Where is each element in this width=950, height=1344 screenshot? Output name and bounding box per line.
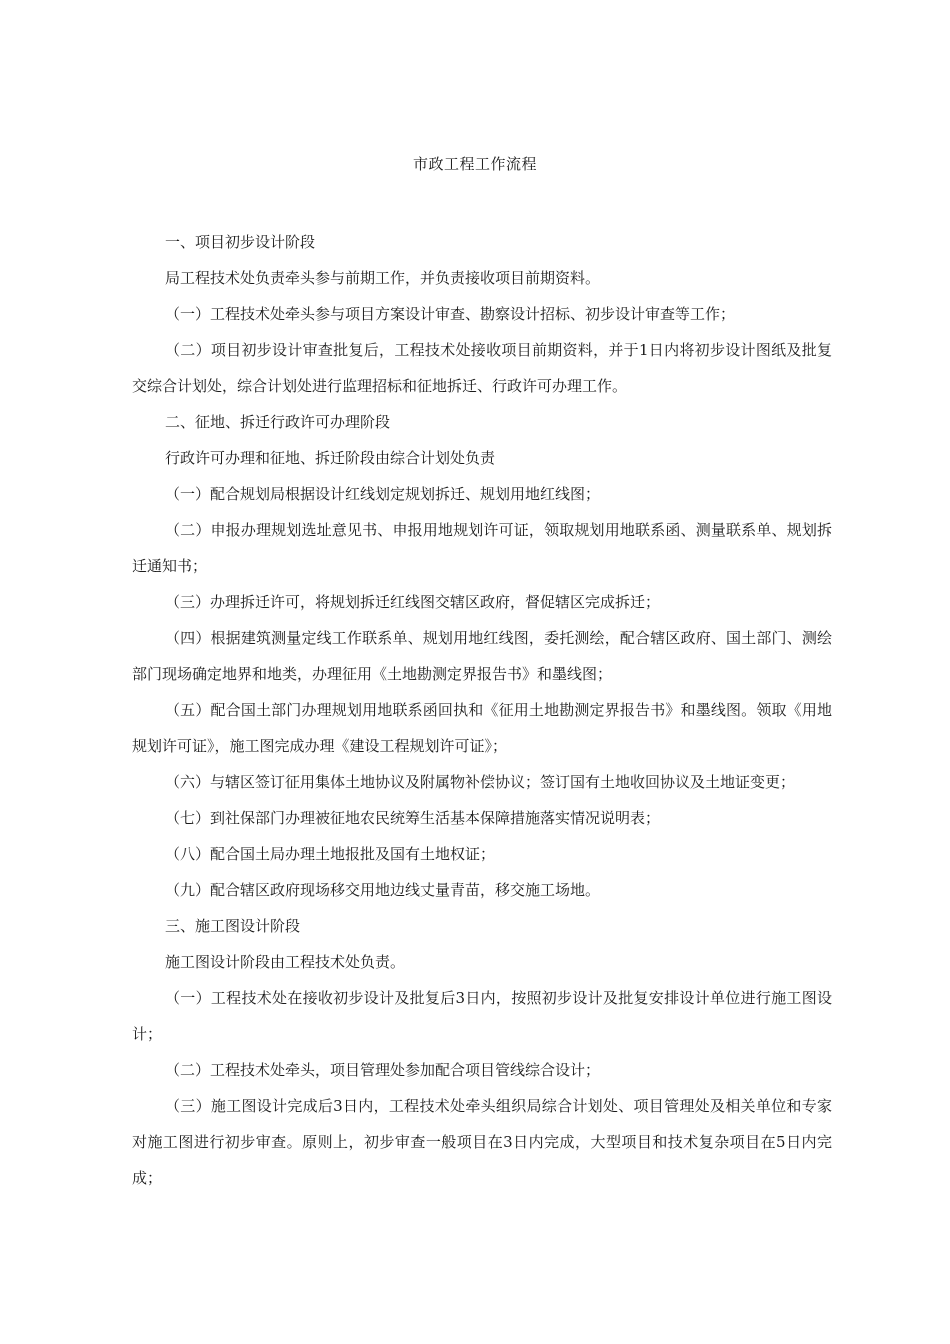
paragraph: （三）办理拆迁许可，将规划拆迁红线图交辖区政府，督促辖区完成拆迁； xyxy=(165,593,661,611)
paragraph: （一）工程技术处牵头参与项目方案设计审查、勘察设计招标、初步设计审查等工作； xyxy=(165,305,736,323)
paragraph: （四）根据建筑测量定线工作联系单、规划用地红线图，委托测绘，配合辖区政府、国土部门、测绘部门现场确定地界和地类，办理征用《土地勘测定界报告书》和墨线图； xyxy=(132,629,832,683)
paragraph: （八）配合国土局办理土地报批及国有土地权证； xyxy=(165,845,496,863)
section-heading: 三、施工图设计阶段 xyxy=(165,917,301,935)
paragraph: 行政许可办理和征地、拆迁阶段由综合计划处负责 xyxy=(165,449,496,467)
document-title: 市政工程工作流程 xyxy=(412,155,537,173)
paragraph: （九）配合辖区政府现场移交用地边线丈量青苗，移交施工场地。 xyxy=(165,881,601,899)
paragraph: （二）项目初步设计审查批复后，工程技术处接收项目前期资料，并于1日内将初步设计图纸及批复交综合计划处，综合计划处进行监理招标和征地拆迁、行政许可办理工作。 xyxy=(132,341,832,395)
paragraph: 局工程技术处负责牵头参与前期工作，并负责接收项目前期资料。 xyxy=(165,269,601,287)
document-body xyxy=(132,224,832,1196)
paragraph: （二）工程技术处牵头，项目管理处参加配合项目管线综合设计； xyxy=(165,1061,601,1079)
paragraph: （一）配合规划局根据设计红线划定规划拆迁、规划用地红线图； xyxy=(165,485,601,503)
section-heading: 一、项目初步设计阶段 xyxy=(165,233,316,251)
paragraph: （七）到社保部门办理被征地农民统筹生活基本保障措施落实情况说明表； xyxy=(165,809,661,827)
paragraph: 施工图设计阶段由工程技术处负责。 xyxy=(165,953,406,971)
paragraph: （二）申报办理规划选址意见书、申报用地规划许可证，领取规划用地联系函、测量联系单、规划拆迁通知书； xyxy=(132,521,832,575)
section-heading: 二、征地、拆迁行政许可办理阶段 xyxy=(165,413,391,431)
paragraph: （五）配合国土部门办理规划用地联系函回执和《征用土地勘测定界报告书》和墨线图。领取《用地规划许可证》，施工图完成办理《建设工程规划许可证》； xyxy=(132,701,832,755)
paragraph: （六）与辖区签订征用集体土地协议及附属物补偿协议；签订国有土地收回协议及土地证变更； xyxy=(165,773,796,791)
paragraph: （一）工程技术处在接收初步设计及批复后3日内，按照初步设计及批复安排设计单位进行施工图设计； xyxy=(132,989,832,1043)
paragraph: （三）施工图设计完成后3日内，工程技术处牵头组织局综合计划处、项目管理处及相关单位和专家对施工图进行初步审查。原则上，初步审查一般项目在3日内完成，大型项目和技术复杂项目在5日内完成； xyxy=(132,1097,832,1187)
